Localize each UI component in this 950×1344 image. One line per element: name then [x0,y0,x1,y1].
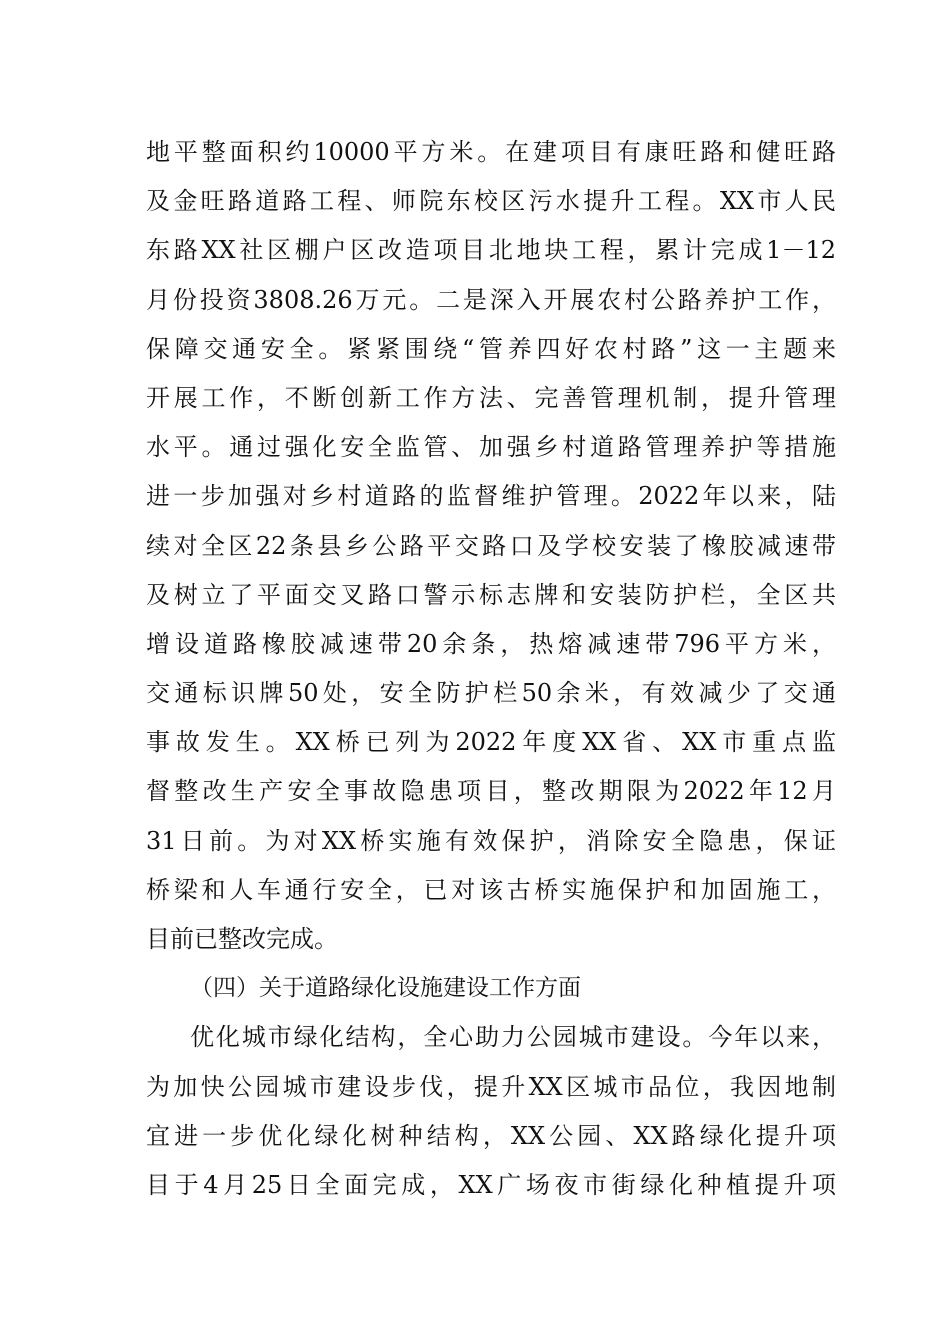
text-line: 督整改生产安全事故隐患项目，整改期限为2022年12月 [146,777,836,806]
text-line: 目前已整改完成。 [146,925,338,953]
text-line: 及金旺路道路工程、师院东校区污水提升工程。XX市人民 [146,187,836,216]
text-line: 东路XX社区棚户区改造项目北地块工程，累计完成1－12 [146,236,836,265]
text-line: 保障交通安全。紧紧围绕“管养四好农村路”这一主题来 [146,334,836,363]
text-line: 增设道路橡胶减速带20余条，热熔减速带796平方米， [146,629,836,658]
text-line: 开展工作，不断创新工作方法、完善管理机制，提升管理 [146,383,836,412]
text-line: 进一步加强对乡村道路的监督维护管理。2022年以来，陆 [146,482,836,511]
text-line: 月份投资3808.26万元。二是深入开展农村公路养护工作， [146,285,836,314]
section-heading: （四）关于道路绿化设施建设工作方面 [190,975,581,1002]
text-line: 目于4月25日全面完成，XX广场夜市街绿化种植提升项 [146,1170,836,1199]
text-line: 宜进一步优化绿化树种结构，XX公园、XX路绿化提升项 [146,1121,836,1150]
text-line: 优化城市绿化结构，全心助力公园城市建设。今年以来， [190,1023,836,1052]
text-line: 及树立了平面交叉路口警示标志牌和安装防护栏，全区共 [146,580,836,609]
text-line: 31日前。为对XX桥实施有效保护，消除安全隐患，保证 [146,826,836,855]
text-line: 续对全区22条县乡公路平交路口及学校安装了橡胶减速带 [146,531,836,560]
text-line: 桥梁和人车通行安全，已对该古桥实施保护和加固施工， [146,875,836,904]
text-line: 交通标识牌50处，安全防护栏50余米，有效减少了交通 [146,679,836,708]
text-line: 水平。通过强化安全监管、加强乡村道路管理养护等措施 [146,433,836,462]
text-line: 事故发生。XX桥已列为2022年度XX省、XX市重点监 [146,728,836,757]
document-body [146,128,836,1210]
text-line: 地平整面积约10000平方米。在建项目有康旺路和健旺路 [146,138,836,166]
text-line: 为加快公园城市建设步伐，提升XX区城市品位，我因地制 [146,1072,836,1101]
